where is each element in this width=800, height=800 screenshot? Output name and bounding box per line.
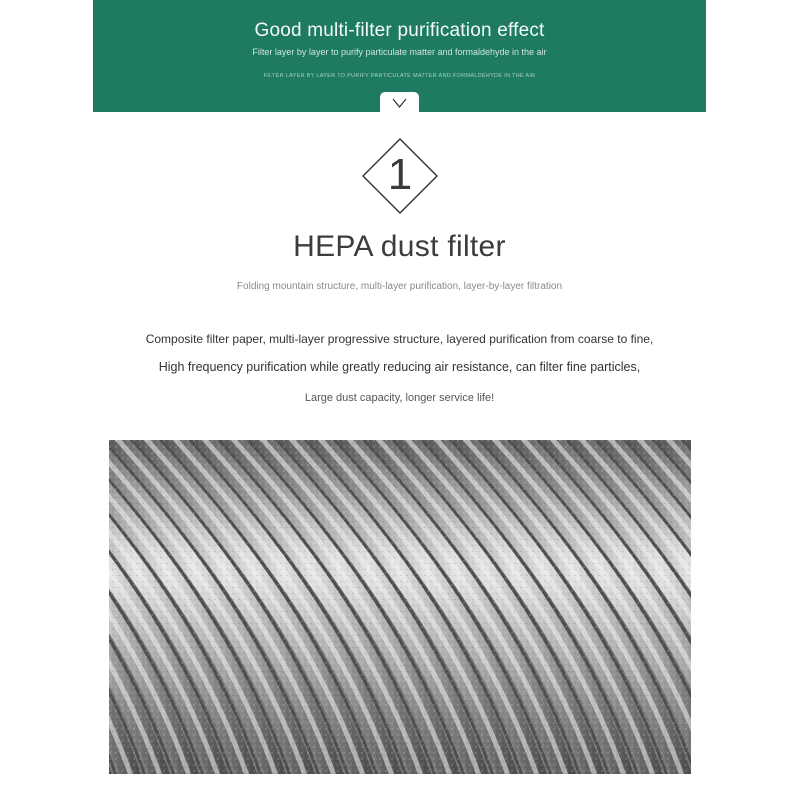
banner-subtitle-caps: FILTER LAYER BY LAYER TO PURIFY PARTICULATE MATTER AND FORMALDEHYDE IN THE AIR bbox=[263, 73, 536, 79]
description-line-3: Large dust capacity, longer service life! bbox=[304, 392, 495, 404]
section-number-badge bbox=[362, 138, 438, 214]
filter-pleats-image bbox=[109, 440, 691, 774]
scroll-indicator bbox=[380, 92, 419, 116]
section-title: HEPA dust filter bbox=[293, 230, 506, 263]
description-line-2: High frequency purification while greatly reducing air resistance, can filter fine particles, bbox=[158, 360, 641, 374]
hepa-filter-photo bbox=[109, 440, 691, 774]
description-line-1: Composite filter paper, multi-layer progressive structure, layered purification from coarse to fine, bbox=[145, 332, 654, 346]
section-subtitle: Folding mountain structure, multi-layer purification, layer-by-layer filtration bbox=[236, 281, 563, 292]
banner-title: Good multi-filter purification effect bbox=[254, 20, 545, 41]
banner-subtitle: Filter layer by layer to purify particulate matter and formaldehyde in the air bbox=[252, 47, 547, 57]
chevron-down-icon bbox=[392, 98, 407, 109]
section-number: 1 bbox=[387, 150, 413, 199]
